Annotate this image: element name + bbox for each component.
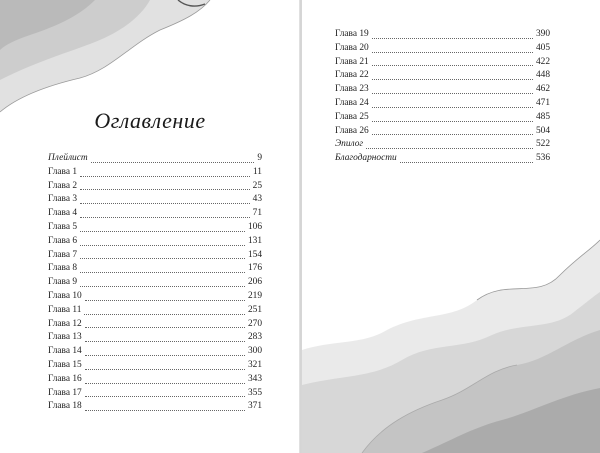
toc-entry-label: Глава 9 [48, 277, 78, 288]
toc-dot-leader [80, 271, 245, 273]
toc-entry-page-number: 176 [247, 263, 262, 274]
toc-entry [48, 276, 262, 290]
toc-entry [48, 221, 262, 235]
toc-dot-leader [85, 354, 245, 356]
toc-dot-leader [80, 188, 250, 190]
toc-dot-leader [85, 299, 245, 301]
toc-entry-page-number: 11 [252, 166, 262, 177]
toc-entry-page-number: 371 [247, 401, 262, 412]
toc-entry-label: Глава 4 [48, 208, 78, 219]
toc-entry [48, 373, 262, 387]
toc-entry [48, 304, 262, 318]
toc-entry [48, 262, 262, 276]
toc-entry [48, 400, 262, 414]
toc-entry-label: Глава 19 [335, 29, 369, 39]
toc-entry-label: Глава 11 [48, 304, 82, 315]
toc-entry-page-number: 422 [535, 56, 550, 67]
toc-entry-label: Глава 23 [335, 84, 369, 95]
watercolor-decoration-bottom [302, 0, 600, 453]
toc-entry [48, 290, 262, 304]
toc-entry-label: Глава 20 [335, 42, 369, 53]
toc-entry-label: Глава 6 [48, 235, 78, 246]
toc-entry-page-number: 25 [252, 180, 262, 191]
toc-dot-leader [80, 257, 245, 259]
toc-entry-label: Глава 3 [48, 194, 78, 205]
toc-entry-page-number: 522 [535, 139, 550, 150]
toc-entry-label: Глава 21 [335, 56, 369, 67]
toc-entry-page-number: 154 [247, 249, 262, 260]
toc-entry-page-number: 300 [247, 346, 262, 357]
toc-entry-page-number: 251 [247, 304, 262, 315]
toc-entry-page-number: 283 [247, 332, 262, 343]
toc-entry-page-number: 390 [535, 29, 550, 39]
toc-title: Оглавление [94, 108, 206, 133]
toc-entry-page-number: 504 [535, 125, 550, 136]
toc-dot-leader [80, 244, 245, 246]
toc-entry-page-number: 131 [247, 235, 262, 246]
toc-entry-label: Глава 8 [48, 263, 78, 274]
toc-entry-page-number: 462 [535, 84, 550, 95]
toc-entry-label: Глава 14 [48, 346, 82, 357]
toc-entry [48, 166, 262, 180]
toc-entry-label: Глава 5 [48, 221, 78, 232]
toc-entry [48, 235, 262, 249]
toc-entry-page-number: 355 [247, 387, 262, 398]
toc-entry-label: Эпилог [335, 139, 364, 150]
toc-dot-leader [91, 161, 255, 163]
toc-entry-label: Глава 22 [335, 70, 369, 81]
toc-entry-label: Глава 24 [335, 97, 369, 108]
toc-entry-page-number: 448 [535, 70, 550, 81]
toc-entry [48, 331, 262, 345]
toc-entry [48, 207, 262, 221]
toc-entry-page-number: 405 [535, 42, 550, 53]
toc-entry-label: Глава 1 [48, 166, 78, 177]
toc-entry-label: Плейлист [48, 153, 88, 163]
toc-entry-page-number: 321 [247, 359, 262, 370]
toc-dot-leader [85, 395, 245, 397]
toc-entry-label: Глава 12 [48, 318, 82, 329]
toc-dot-leader [80, 285, 245, 287]
toc-entry-label: Глава 17 [48, 387, 82, 398]
toc-entry-label: Глава 7 [48, 249, 78, 260]
toc-entry-label: Глава 15 [48, 359, 82, 370]
toc-entry [48, 249, 262, 263]
toc-entry-label: Глава 16 [48, 373, 82, 384]
toc-entry-label: Глава 26 [335, 125, 369, 136]
toc-entry-page-number: 536 [535, 153, 550, 164]
toc-entry-page-number: 219 [247, 290, 262, 301]
toc-entry-page-number: 206 [247, 277, 262, 288]
toc-entry-page-number: 485 [535, 111, 550, 122]
toc-dot-leader [80, 216, 250, 218]
toc-entry-page-number: 343 [247, 373, 262, 384]
toc-entry-label: Глава 13 [48, 332, 82, 343]
toc-entry-page-number: 471 [535, 97, 550, 108]
right-page [302, 0, 600, 453]
toc-entry-label: Глава 25 [335, 111, 369, 122]
toc-list-left [48, 152, 262, 414]
toc-entry [48, 318, 262, 332]
toc-entry [48, 359, 262, 373]
toc-entry-label: Благодарности [335, 153, 397, 164]
toc-entry [48, 152, 262, 166]
toc-dot-leader [85, 409, 245, 411]
toc-entry-label: Глава 10 [48, 290, 82, 301]
toc-entry [48, 193, 262, 207]
toc-entry-label: Глава 18 [48, 401, 82, 412]
toc-entry [48, 345, 262, 359]
toc-entry [48, 387, 262, 401]
toc-entry-page-number: 270 [247, 318, 262, 329]
toc-dot-leader [85, 326, 245, 328]
toc-dot-leader [85, 382, 245, 384]
toc-dot-leader [85, 340, 245, 342]
toc-dot-leader [80, 202, 250, 204]
toc-entry-page-number: 71 [252, 208, 262, 219]
toc-dot-leader [85, 368, 245, 370]
toc-entry [48, 180, 262, 194]
toc-dot-leader [80, 230, 245, 232]
toc-dot-leader [80, 175, 250, 177]
toc-entry-page-number: 43 [252, 194, 262, 205]
toc-entry-page-number: 106 [247, 221, 262, 232]
toc-entry-label: Глава 2 [48, 180, 78, 191]
toc-entry-page-number: 9 [257, 153, 262, 163]
toc-dot-leader [84, 313, 245, 315]
